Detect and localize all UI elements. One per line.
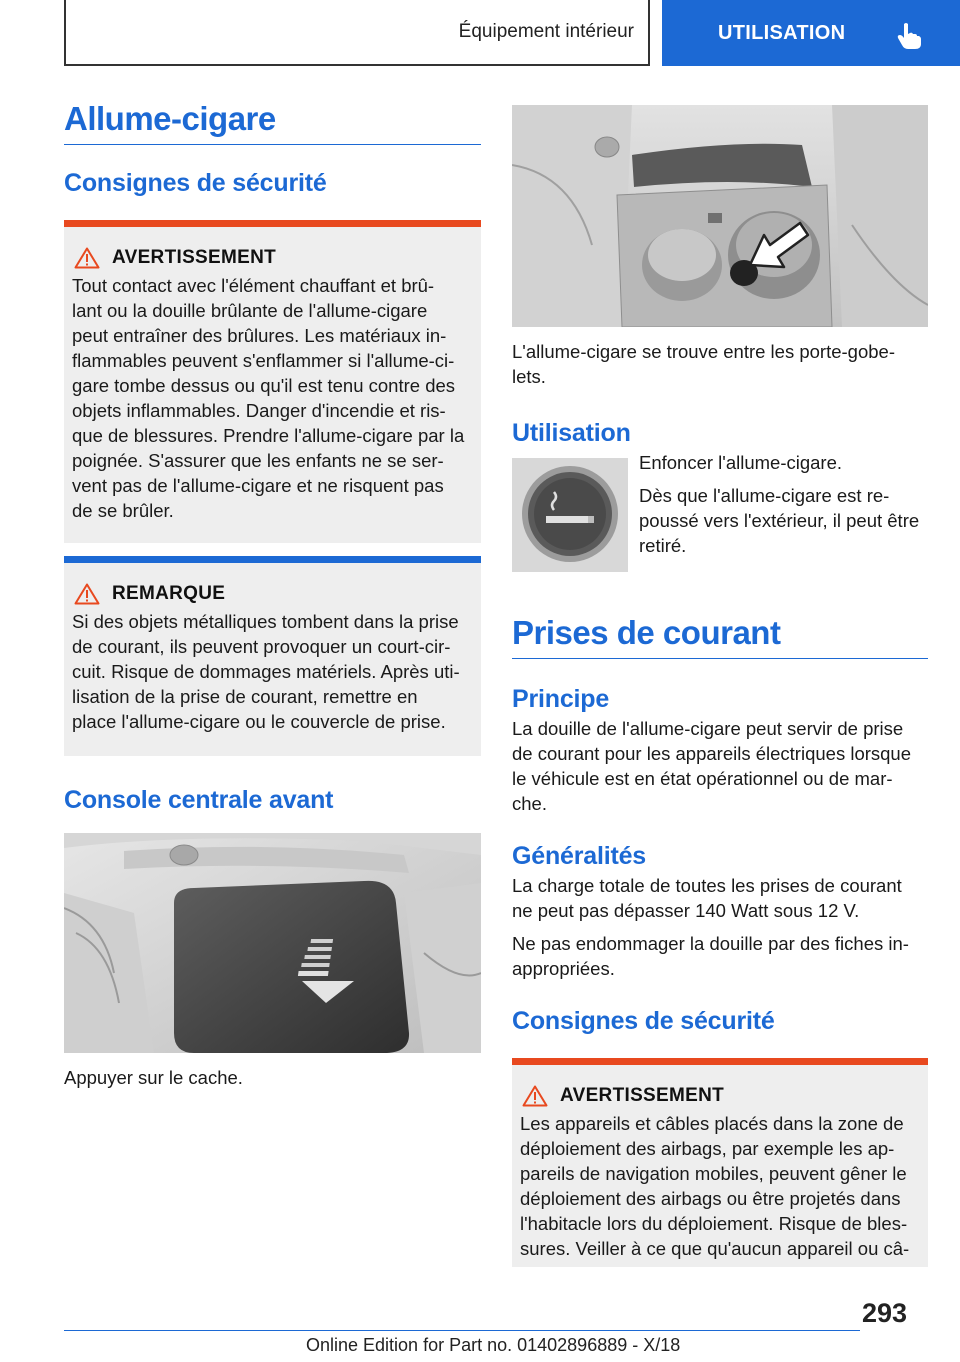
text-line: vent pas de l'allume-cigare et ne risquent pas	[72, 475, 444, 496]
warning-box	[64, 220, 481, 543]
text-line: Si des objets métalliques tombent dans la prise	[72, 611, 459, 632]
warning-title	[72, 247, 473, 269]
principle-text	[512, 716, 928, 816]
text-line: flammables peuvent s'enflammer si l'allume-ci‐	[72, 350, 455, 371]
console-illustration	[64, 833, 481, 1053]
text-line: Tout contact avec l'élément chauffant et brû‐	[72, 275, 435, 296]
notice-box	[64, 556, 481, 756]
text-line: retiré.	[639, 535, 687, 556]
left-column	[64, 100, 481, 1090]
header-section-label: Équipement intérieur	[458, 21, 634, 42]
general-text-2	[512, 931, 928, 981]
cupholder-photo	[512, 105, 928, 327]
cupholder-illustration	[512, 105, 928, 327]
footer-divider	[64, 1330, 860, 1331]
warning-triangle-icon	[74, 247, 100, 269]
text-line: ne peut pas dépasser 140 Watt sous 12 V.	[512, 900, 860, 921]
text-line: Les appareils et câbles placés dans la zone de	[520, 1113, 904, 1134]
usage-text	[639, 450, 919, 572]
safety-heading-2: Consignes de sécurité	[512, 1007, 775, 1035]
general-text-1	[512, 873, 928, 923]
header-chapter-tab	[662, 0, 960, 66]
pointing-hand-icon	[896, 22, 922, 50]
usage-step-2	[639, 483, 919, 558]
right-column	[512, 105, 928, 1267]
text-line: de se brûler.	[72, 500, 174, 521]
section-title-block	[64, 100, 481, 145]
warning-label: AVERTISSEMENT	[112, 247, 277, 268]
page-title: Allume-cigare	[64, 100, 276, 137]
text-line: objets inflammables. Danger d'incendie et ris‐	[72, 400, 446, 421]
principle-heading: Principe	[512, 685, 610, 713]
page-number: 293	[862, 1298, 908, 1328]
text-line: appropriées.	[512, 958, 615, 979]
console-heading: Console centrale avant	[64, 786, 334, 814]
lighter-button-photo	[512, 458, 628, 572]
warning-label-2: AVERTISSEMENT	[560, 1085, 725, 1106]
text-line: poussé vers l'extérieur, il peut être	[639, 510, 920, 531]
text-line: place l'allume-cigare ou le couvercle de prise.	[72, 711, 446, 732]
warning-box-2	[512, 1058, 928, 1267]
lighter-illustration	[512, 458, 628, 572]
text-line: déploiement des airbags ou être projetés dans	[520, 1188, 901, 1209]
text-line: Ne pas endommager la douille par des fiches in‐	[512, 933, 909, 954]
console-caption: Appuyer sur le cache.	[64, 1067, 243, 1088]
notice-text	[72, 609, 473, 734]
text-line: déploiement des airbags, par exemple les ap‐	[520, 1138, 895, 1159]
text-line: che.	[512, 793, 547, 814]
text-line: lant ou la douille brûlante de l'allume-cigare	[72, 300, 428, 321]
outlets-title-block	[512, 614, 928, 659]
text-line: L'allume-cigare se trouve entre les porte-gobe‐	[512, 341, 895, 362]
text-line: gare tombe dessus ou qu'il est tenu contre des	[72, 375, 456, 396]
usage-block	[512, 450, 928, 572]
text-line: de courant, ils peuvent provoquer un court-cir‐	[72, 636, 451, 657]
text-line: que de blessures. Prendre l'allume-cigare par la	[72, 425, 465, 446]
header-chapter-label: UTILISATION	[718, 21, 846, 44]
text-line: l'habitacle lors du déploiement. Risque de bles‐	[520, 1213, 908, 1234]
general-heading: Généralités	[512, 842, 646, 870]
console-photo	[64, 833, 481, 1053]
warning-text-2	[520, 1111, 920, 1261]
text-line: le véhicule est en état opérationnel ou de mar‐	[512, 768, 893, 789]
text-line: poignée. S'assurer que les enfants ne se ser‐	[72, 450, 444, 471]
usage-step-1: Enfoncer l'allume-cigare.	[639, 452, 843, 473]
safety-heading: Consignes de sécurité	[64, 169, 327, 197]
notice-title	[72, 583, 473, 605]
text-line: lets.	[512, 366, 546, 387]
text-line: Dès que l'allume-cigare est re‐	[639, 485, 890, 506]
cupholder-caption	[512, 339, 928, 389]
text-line: pareils de navigation mobiles, peuvent gêner le	[520, 1163, 907, 1184]
footer-edition: Online Edition for Part no. 01402896889 - X/18	[306, 1335, 681, 1355]
text-line: La charge totale de toutes les prises de courant	[512, 875, 902, 896]
text-line: peut entraîner des brûlures. Les matériaux in‐	[72, 325, 447, 346]
usage-heading: Utilisation	[512, 419, 631, 447]
warning-triangle-icon	[522, 1085, 548, 1107]
text-line: sures. Veiller à ce que qu'aucun appareil ou câ‐	[520, 1238, 910, 1259]
warning-text	[72, 273, 473, 523]
outlets-title: Prises de courant	[512, 614, 781, 651]
text-line: cuit. Risque de dommages matériels. Après uti‐	[72, 661, 460, 682]
text-line: lisation de la prise de courant, remettre en	[72, 686, 418, 707]
text-line: La douille de l'allume-cigare peut servir de prise	[512, 718, 904, 739]
text-line: de courant pour les appareils électriques lorsque	[512, 743, 912, 764]
header-section-tab	[64, 0, 650, 66]
notice-label: REMARQUE	[112, 583, 226, 604]
warning-title-2	[520, 1085, 920, 1107]
warning-triangle-icon	[74, 583, 100, 605]
